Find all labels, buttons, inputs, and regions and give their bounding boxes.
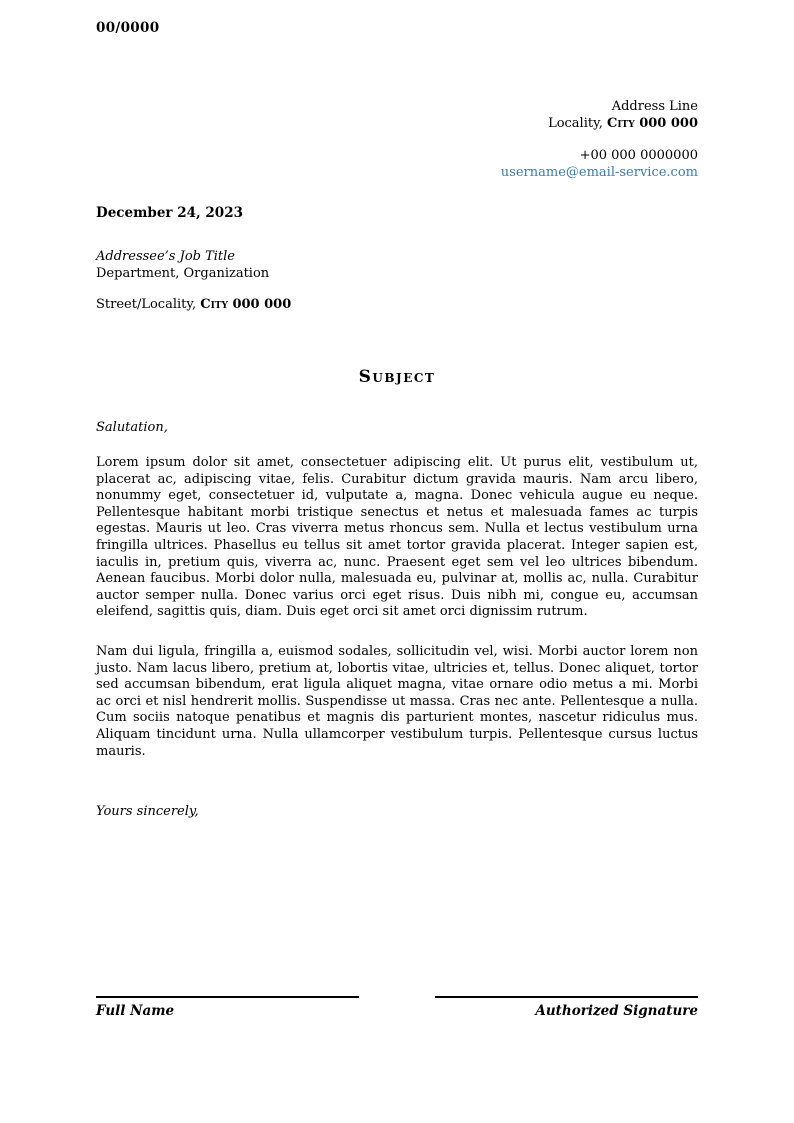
signature-left-label: Full Name <box>96 1003 175 1019</box>
signature-line-left <box>96 996 359 998</box>
recipient-address-block <box>96 248 698 313</box>
signature-block-right <box>435 996 698 1019</box>
recipient-street: Street/Locality, <box>96 297 201 312</box>
sender-block-spacer <box>96 132 698 147</box>
reference-number: 00/0000 <box>96 20 160 36</box>
salutation: Salutation, <box>96 420 168 435</box>
recipient-city: City 000 000 <box>200 297 292 312</box>
recipient-block-spacer <box>96 282 698 296</box>
signature-right-label: Authorized Signature <box>535 1003 698 1019</box>
sender-email-line <box>96 164 698 181</box>
subject-line: Subject <box>358 367 436 387</box>
recipient-department: Department, Organization <box>96 266 270 281</box>
recipient-job-title: Addressee’s Job Title <box>96 249 236 264</box>
sender-phone: +00 000 0000000 <box>579 148 698 163</box>
body-paragraph-1: Lorem ipsum dolor sit amet, consectetuer adipiscing elit. Ut purus elit, vestibulum ut, placerat ac, adipiscing vitae, felis. Curabitur dictum gravida mauris. Nam arcu libero, nonummy eget, consectetuer id, vulputate a, magna. Donec vehicula augue eu neque. Pellentesque habitant morbi tristique senectus et netus et malesuada fames ac turpis egestas. Mauris ut leo. Cras viverra metus rhoncus sem. Nulla et lectus vestibulum urna fringilla ultrices. Phasellus eu tellus sit amet tortor gravida placerat. Integer sapien est, iaculis in, pretium quis, viverra ac, nunc. Praesent eget sem vel leo ultrices bibendum. Aenean faucibus. Morbi dolor nulla, malesuada eu, pulvinar at, mollis ac, nulla. Curabitur auctor semper nulla. Donec varius orci eget risus. Duis nibh mi, congue eu, accumsan eleifend, sagittis quis, diam. Duis eget orci sit amet orci dignissim rutrum. <box>96 455 698 620</box>
letter-date: December 24, 2023 <box>96 205 243 221</box>
recipient-street-line <box>96 296 698 313</box>
sender-address-line: Address Line <box>611 99 698 114</box>
body-paragraph-2: Nam dui ligula, fringilla a, euismod sodales, sollicitudin vel, wisi. Morbi auctor lorem non justo. Nam lacus libero, pretium at, lobortis vitae, ultricies et, tellus. Donec aliquet, tortor sed accumsan bibendum, erat ligula aliquet magna, vitae ornare odio metus a mi. Morbi ac orci et nisl hendrerit mollis. Suspendisse ut massa. Cras nec ante. Pellentesque a nulla. Cum sociis natoque penatibus et magnis dis parturient montes, nascetur ridiculus mus. Aliquam tincidunt urna. Nulla ullamcorper vestibulum turpis. Pellentesque cursus luctus mauris. <box>96 643 698 759</box>
sender-locality-line <box>96 115 698 132</box>
sender-email-link[interactable]: username@email-service.com <box>500 165 698 180</box>
sender-locality: Locality, <box>548 116 607 131</box>
signature-line-right <box>435 996 698 998</box>
sender-address-block <box>96 98 698 181</box>
sender-city: City 000 000 <box>606 116 698 131</box>
closing-phrase: Yours sincerely, <box>96 804 199 820</box>
signature-area <box>96 996 698 1019</box>
signature-block-left <box>96 996 359 1019</box>
